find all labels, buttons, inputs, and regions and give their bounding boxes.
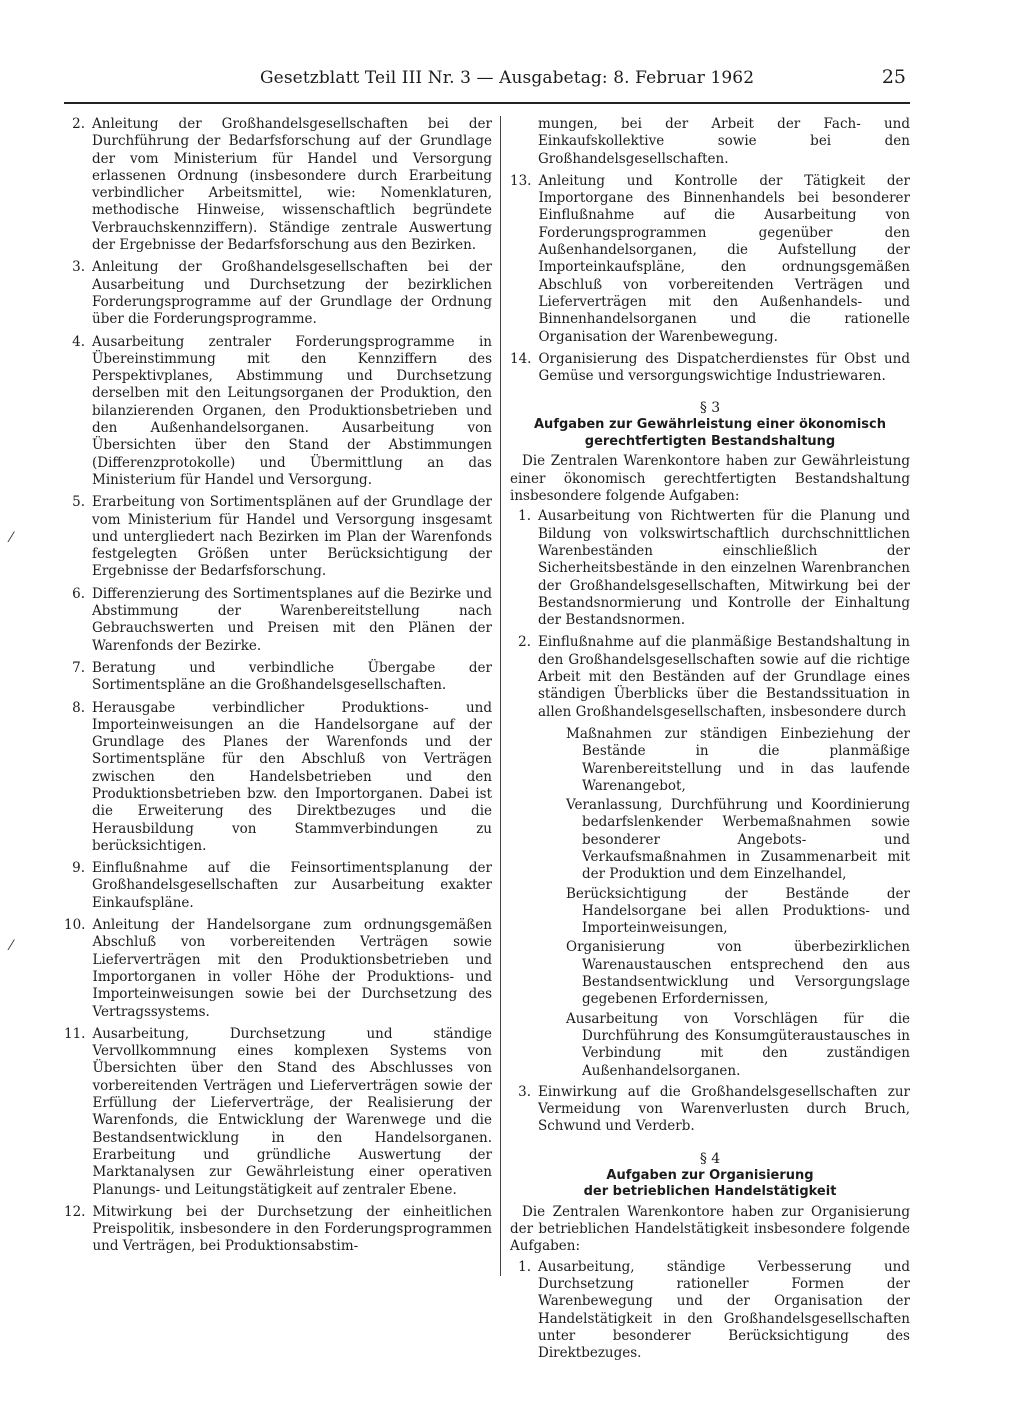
item-text: Differenzierung des Sortimentsplanes auf die Bezirke und Abstimmung der Warenbereitstellung nach Gebrauchswerten und Preisen mit den Plänen der Warenfonds der Bezirke. — [92, 585, 492, 654]
list-item-7 — [64, 660, 492, 695]
item-number: 1. — [518, 1258, 531, 1275]
section-3-item-2 — [510, 634, 910, 720]
section-title-line: Aufgaben zur Gewährleistung einer ökonomisch — [534, 417, 886, 433]
sub-item: Maßnahmen zur ständigen Einbeziehung der Bestände in die planmäßige Warenbereitstellung und in das laufende Warenangebot, — [566, 725, 910, 794]
item-text: Einwirkung auf die Großhandelsgesellschaften zur Vermeidung von Warenverlusten durch Bruch, Schwund und Verderb. — [538, 1083, 910, 1135]
list-item-4 — [64, 334, 492, 490]
margin-pencil-mark: ⁄ — [10, 938, 13, 954]
section-3-number: § 3 — [699, 400, 721, 417]
item-text: Erarbeitung von Sortimentsplänen auf der Grundlage der vom Ministerium für Handel und Versorgung insgesamt und untergliedert nach Bezirken im Plan der Warenfonds festgelegten Größen unter Berücksichtigung der Ergebnisse der Bedarfsforschung. — [92, 494, 492, 580]
section-4-title — [510, 1168, 910, 1201]
right-column — [510, 116, 910, 1367]
header-title: Gesetzblatt Teil III Nr. 3 — Ausgabetag: 8. Februar 1962 — [260, 68, 755, 88]
section-3-intro: Die Zentralen Warenkontore haben zur Gewährleistung einer ökonomisch gerechtfertigten Bestandshaltung insbesondere folgende Aufgaben: — [510, 453, 910, 505]
item-text: Anleitung der Handelsorgane zum ordnungsgemäßen Abschluß von vorbereitenden Verträgen sowie Lieferverträgen mit den Produktionsbetrieben und Importorganen in voller Höhe der Produktions- und Importeinweisungen sowie bei der Durchsetzung des Vertragssystems. — [92, 917, 492, 1020]
list-item-12 — [64, 1204, 492, 1256]
item-number: 3. — [72, 259, 85, 276]
page-header — [64, 62, 910, 104]
section-3-item-1 — [510, 508, 910, 629]
sub-item: Organisierung von überbezirklichen Warenaustauschen entsprechend den aus Bestandsentwicklung und Versorgungslage gegebenen Erfordernissen, — [566, 939, 910, 1008]
section-title-line: gerechtfertigten Bestandshaltung — [584, 433, 836, 449]
item-number: 14. — [510, 350, 532, 367]
item-number: 10. — [64, 917, 86, 934]
left-column — [64, 116, 492, 1261]
list-item-5 — [64, 494, 492, 580]
list-item-10 — [64, 917, 492, 1021]
section-3-title — [510, 417, 910, 450]
item-text: Organisierung des Dispatcherdienstes für Obst und Gemüse und versorgungswichtige Industriewaren. — [538, 350, 910, 385]
sub-item: Berücksichtigung der Bestände der Handelsorgane bei allen Produktions- und Importeinweisungen, — [566, 885, 910, 937]
item-number: 7. — [72, 659, 85, 676]
item-number: 2. — [72, 116, 85, 132]
list-item-8 — [64, 700, 492, 856]
item-text: Einflußnahme auf die planmäßige Bestandshaltung in den Großhandelsgesellschaften sowie auf die richtige Arbeit mit den Beständen auf der Grundlage eines ständigen Überblicks über die Bestandssituation in allen Großhandelsgesellschaften, insbesondere durch — [538, 634, 910, 720]
item-number: 6. — [72, 585, 85, 602]
item-text: Ausarbeitung, ständige Verbesserung und Durchsetzung rationeller Formen der Warenbewegung und der Organisation der Handelstätigkeit in den Großhandelsgesellschaften unter besonderer Berücksichtigung des Direktbezuges. — [538, 1258, 910, 1362]
item-number: 3. — [518, 1083, 531, 1100]
list-item-11 — [64, 1026, 492, 1199]
item-number: 12. — [64, 1203, 86, 1220]
item-text: Ausarbeitung zentraler Forderungsprogramme in Übereinstimmung mit den Kennziffern des Perspektivplanes, Abstimmung und Durchsetzung derselben mit den Leitungsorganen der Produktion, den bilanzierenden Organen, den Produktionsbetrieben und den Außenhandelsorganen. Ausarbeitung von Übersichten über den Stand der Abstimmungen (Differenzprotokolle) und Übermittlung an das Ministerium für Handel und Versorgung. — [92, 333, 492, 488]
item-text: Herausgabe verbindlicher Produktions- und Importeinweisungen an die Handelsorgane auf der Grundlage des Planes der Warenfonds und der Sortimentspläne für den Abschluß von Verträgen zwischen den Handelsbetrieben und den Produktionsbetrieben bzw. den Importorganen. Dabei ist die Erweiterung des Direktbezuges und die Herausbildung von Stammverbindungen zu berücksichtigen. — [92, 699, 492, 854]
list-item-6 — [64, 586, 492, 655]
page-number: 25 — [881, 66, 906, 88]
section-4-item-1 — [510, 1259, 910, 1363]
item-number: 2. — [518, 634, 531, 651]
list-item-9 — [64, 860, 492, 912]
margin-pencil-mark: ⁄ — [10, 530, 13, 546]
section-4-intro: Die Zentralen Warenkontore haben zur Organisierung der betrieblichen Handelstätigkeit insbesondere folgende Aufgaben: — [510, 1203, 910, 1255]
item-text: Mitwirkung bei der Durchsetzung der einheitlichen Preispolitik, insbesondere in den Forderungsprogrammen und Verträgen, bei Produktionsabstim- — [92, 1203, 492, 1255]
section-title-line: Aufgaben zur Organisierung — [606, 1167, 814, 1183]
item-number: 9. — [72, 860, 85, 877]
list-item-13 — [510, 173, 910, 346]
sub-item: Veranlassung, Durchführung und Koordinierung bedarfslenkender Werbemaßnahmen sowie besonderer Angebots- und Verkaufsmaßnahmen in Zusammenarbeit mit der Produktion und dem Einzelhandel, — [566, 797, 910, 883]
section-title-line: der betrieblichen Handelstätigkeit — [583, 1184, 837, 1200]
sub-item: Ausarbeitung von Vorschlägen für die Durchführung des Konsumgüteraustausches in Verbindung mit den zuständigen Außenhandelsorganen. — [566, 1010, 910, 1079]
list-item-2 — [64, 116, 492, 254]
section-4-number: § 4 — [699, 1150, 721, 1167]
item-text: Anleitung der Großhandelsgesellschaften bei der Durchführung der Bedarfsforschung auf der Grundlage der vom Ministerium für Handel und Versorgung erlassenen Ordnung (insbesondere durch Erarbeitung verbindlicher Arbeitsmittel, wie: Nomenklaturen, methodische Hinweise, wissenschaftlich begründete Verbrauchskennziffern). Ständige zentrale Auswertung der Ergebnisse der Bedarfsforschung aus den Bezirken. — [92, 116, 492, 254]
item-number: 8. — [72, 699, 85, 716]
item-number: 11. — [64, 1025, 86, 1042]
item-text: Ausarbeitung, Durchsetzung und ständige Vervollkommnung eines komplexen Systems von Übersichten über den Stand des Abschlusses von vorbereitenden Verträgen und Lieferverträgen sowie der Erfüllung der Lieferverträge, der Realisierung der Warenfonds, die Entwicklung der Warenwege und die Bestandsentwicklung in den Handelsorganen. Erarbeitung und gründliche Auswertung der Marktanalysen zur Gewährleistung einer operativen Planungs- und Leitungstätigkeit auf zentraler Ebene. — [92, 1025, 492, 1198]
section-3-item-3 — [510, 1084, 910, 1136]
item-number: 13. — [510, 172, 532, 189]
item-number: 4. — [72, 333, 85, 350]
column-divider — [500, 116, 501, 1276]
item-text: Anleitung der Großhandelsgesellschaften bei der Ausarbeitung und Durchsetzung der bezirklichen Forderungsprogramme auf der Grundlage der Ordnung über die Forderungsprogramme. — [92, 259, 492, 328]
item-12-continuation: mungen, bei der Arbeit der Fach- und Einkaufskollektive sowie bei den Großhandelsgesellschaften. — [538, 116, 910, 167]
item-text: Ausarbeitung von Richtwerten für die Planung und Bildung von volkswirtschaftlich durchschnittlichen Warenbeständen einschließlich der Sicherheitsbestände in den einzelnen Warenbranchen der Großhandelsgesellschaften, Mitwirkung bei der Bestandsnormierung und Kontrolle der Einhaltung der Bestandsnormen. — [538, 508, 910, 629]
list-item-3 — [64, 259, 492, 328]
item-text: Anleitung und Kontrolle der Tätigkeit der Importorgane des Binnenhandels bei besonderer Einflußnahme auf die Ausarbeitung von Forderungsprogrammen gegenüber den Außenhandelsorganen, die Aufstellung der Importeinkaufspläne, den ordnungsgemäßen Abschluß von vorbereitenden Verträgen und Lieferverträgen mit den Außenhandels- und Binnenhandelsorganen und die rationelle Organisation der Warenbewegung. — [538, 172, 910, 345]
item-text: Einflußnahme auf die Feinsortimentsplanung der Großhandelsgesellschaften zur Ausarbeitung exakter Einkaufspläne. — [92, 860, 492, 911]
item-number: 5. — [72, 494, 85, 511]
item-text: Beratung und verbindliche Übergabe der Sortimentspläne an die Großhandelsgesellschaften. — [92, 659, 492, 694]
item-number: 1. — [518, 508, 531, 525]
list-item-14 — [510, 351, 910, 386]
